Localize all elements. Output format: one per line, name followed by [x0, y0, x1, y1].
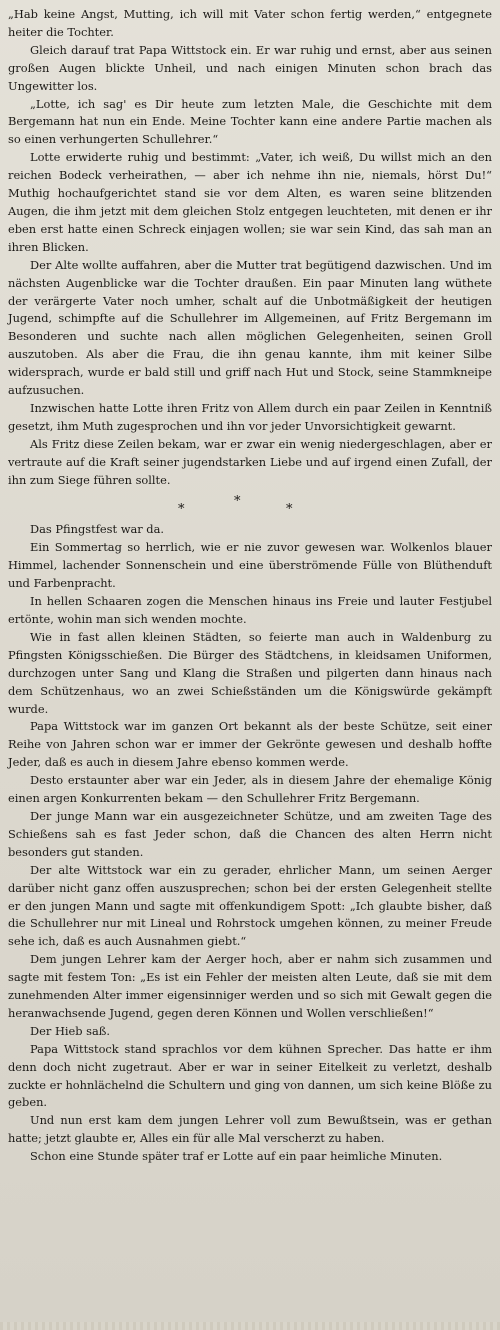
article-column [8, 6, 492, 1166]
paragraph: Der Hieb saß. [30, 1023, 111, 1038]
section-two [8, 521, 492, 1166]
torn-page-edge [0, 1322, 500, 1330]
section-separator [8, 489, 492, 521]
paragraph: Und nun erst kam dem jungen Lehrer voll zum Bewußtsein, was er gethan hatte; jetzt glaubte er, Alles ein für alle Mal verscherzt zu haben. [8, 1113, 492, 1146]
paragraph: Der Alte wollte auffahren, aber die Mutter trat begütigend dazwischen. Und im nächsten Augenblicke war die Tochter draußen. Ein paar Minuten lang wüthete der verärgerte Vater noch umher, schalt auf die Unbotmäßigkeit der heutigen Jugend, schimpfte auf die Schullehrer im Allgemeinen, auf Fritz Bergemann im Besonderen und suchte nach allen möglichen Gelegenheiten, seinen Groll auszutoben. Als aber die Frau, die ihn genau kannte, ihm mit keiner Silbe widersprach, wurde er bald still und griff nach Hut und Stock, seine Stammkneipe aufzusuchen. [8, 257, 492, 398]
paragraph: Der junge Mann war ein ausgezeichneter Schütze, und am zweiten Tage des Schießens sah es fast Jeder schon, daß die Chancen des alten Herrn nicht besonders gut standen. [8, 808, 492, 859]
paragraph: Gleich darauf trat Papa Wittstock ein. Er war ruhig und ernst, aber aus seinen großen Augen blickte Unheil, und nach einigen Minuten schon brach das Ungewitter los. [8, 42, 492, 93]
paragraph: Papa Wittstock war im ganzen Ort bekannt als der beste Schütze, seit einer Reihe von Jahren schon war er immer der Gekrönte gewesen und deshalb hoffte Jeder, daß es auch in diesem Jahre ebenso kommen werde. [8, 719, 492, 770]
paragraph: Lotte erwiderte ruhig und bestimmt: „Vater, ich weiß, Du willst mich an den reichen Bodeck verheirathen, — aber ich nehme ihn nie, niemals, hörst Du!“ Muthig hochaufgerichtet stand sie vor dem Alten, es waren seine blitzenden Augen, die ihm jetzt mit dem gleichen Stolz entgegen leuchteten, mit denen er ihr eben erst hatte einen Schreck einjagen wollen; sie war sein Kind, das sah man an ihren Blicken. [8, 150, 492, 254]
section-one [8, 6, 492, 489]
paragraph: Ein Sommertag so herrlich, wie er nie zuvor gewesen war. Wolkenlos blauer Himmel, lachender Sonnenschein und eine überströmende Fülle von Blüthenduft und Farbenpracht. [8, 540, 492, 591]
paragraph: Als Fritz diese Zeilen bekam, war er zwar ein wenig niedergeschlagen, aber er vertraute auf die Kraft seiner jugendstarken Liebe und auf irgend einen Zufall, der ihn zum Siege führen sollte. [8, 436, 492, 487]
paragraph: Der alte Wittstock war ein zu gerader, ehrlicher Mann, um seinen Aerger darüber nicht ganz offen auszusprechen; schon bei der ersten Gelegenheit stellte er den jungen Mann und sagte mit offenkundigem Spott: „Ich glaubte bisher, daß die Schullehrer nur mit Lineal und Rohrstock umgehen können, zu meiner Freude sehe ich, daß es auch Ausnahmen giebt.“ [8, 862, 492, 949]
paragraph: Wie in fast allen kleinen Städten, so feierte man auch in Waldenburg zu Pfingsten Königsschießen. Die Bürger des Städtchens, in kleidsamen Uniformen, durchzogen unter Sang und Klang die Straßen und pilgerten dann hinaus nach dem Schützenhaus, wo an zwei Schießständen um die Königswürde gekämpft wurde. [8, 629, 492, 716]
paragraph: In hellen Schaaren zogen die Menschen hinaus ins Freie und lauter Festjubel ertönte, wohin man sich wenden mochte. [8, 594, 492, 626]
separator-star: * [286, 502, 293, 518]
paragraph: „Lotte, ich sag' es Dir heute zum letzten Male, die Geschichte mit dem Bergemann hat nun ein Ende. Meine Tochter kann eine andere Partie machen als so einen verhungerten Schullehrer.“ [8, 96, 492, 147]
paragraph: Desto erstaunter aber war ein Jeder, als in diesem Jahre der ehemalige König einen argen Konkurrenten bekam — den Schullehrer Fritz Bergemann. [8, 773, 492, 806]
paragraph: Das Pfingstfest war da. [30, 522, 165, 537]
paragraph: Schon eine Stunde später traf er Lotte auf ein paar heimliche Minuten. [30, 1149, 443, 1164]
paragraph: Inzwischen hatte Lotte ihren Fritz von Allem durch ein paar Zeilen in Kenntniß gesetzt, ihm Muth zugesprochen und ihn vor jeder Unvorsichtigkeit gewarnt. [8, 400, 492, 433]
paragraph: Papa Wittstock stand sprachlos vor dem kühnen Sprecher. Das hatte er ihm denn doch nicht zugetraut. Aber er war in seiner Eitelkeit zu verletzt, deshalb zuckte er hohnlächelnd die Schultern und ging von dannen, um sich keine Blöße zu geben. [8, 1041, 492, 1110]
separator-star: * [234, 494, 241, 510]
separator-star: * [178, 502, 185, 518]
paragraph: „Hab keine Angst, Mutting, ich will mit Vater schon fertig werden,“ entgegnete heiter die Tochter. [8, 7, 492, 39]
paragraph: Dem jungen Lehrer kam der Aerger hoch, aber er nahm sich zusammen und sagte mit festem Ton: „Es ist ein Fehler der meisten alten Leute, daß sie mit dem zunehmenden Alter immer eigensinniger werden und so sich mit Gewalt gegen die heranwachsende Jugend, gegen deren Können und Wollen verschließen!“ [8, 952, 492, 1020]
